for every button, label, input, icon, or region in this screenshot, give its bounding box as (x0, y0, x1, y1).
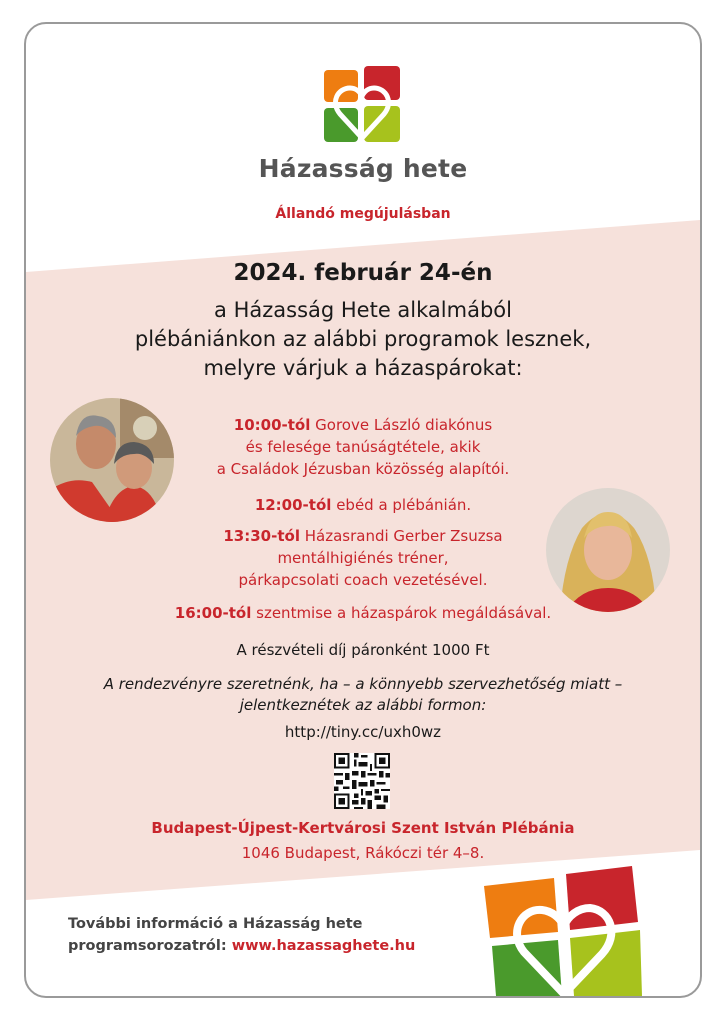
footer-line: programsorozatról: (68, 938, 232, 954)
note-line: A rendezvényre szeretnénk, ha – a könnyebb szervezhetőség miatt – (103, 675, 623, 693)
intro-line: a Házasság Hete alkalmából (214, 298, 512, 322)
brand-name: Házasság hete (258, 154, 468, 183)
footer-info (68, 913, 415, 957)
note-line: jelentkeznétek az alábbi formon: (239, 696, 487, 714)
registration-link[interactable]: http://tiny.cc/uxh0wz (284, 723, 442, 741)
program-text: és felesége tanúságtétele, akik (245, 438, 481, 456)
program-text: szentmise a házaspárok megáldásával. (256, 604, 552, 622)
program-time: 16:00-tól (174, 604, 252, 622)
registration-note (26, 674, 700, 716)
poster-frame (24, 22, 702, 998)
brand-tagline: Állandó megújulásban (275, 206, 451, 222)
program-item (26, 525, 700, 591)
program-time: 13:30-tól (223, 527, 300, 545)
program-text: mentálhigiénés tréner, (277, 549, 449, 567)
event-intro (26, 296, 700, 383)
footer-line: További információ a Házasság hete (68, 916, 363, 932)
event-date: 2024. február 24-én (233, 260, 493, 286)
participation-fee: A részvételi díj páronként 1000 Ft (236, 641, 490, 659)
program-text: párkapcsolati coach vezetésével. (238, 571, 488, 589)
heart-logo-icon (322, 66, 402, 144)
intro-line: melyre várjuk a házaspárokat: (203, 356, 523, 380)
program-time: 10:00-tól (233, 416, 311, 434)
program-item (26, 414, 700, 480)
program-text: Házasrandi Gerber Zsuzsa (304, 527, 503, 545)
program-text: Gorove László diakónus (315, 416, 493, 434)
intro-line: plébániánkon az alábbi programok lesznek, (134, 327, 592, 351)
program-item (26, 602, 700, 624)
heart-logo-large-icon (482, 866, 642, 996)
program-text: a Családok Jézusban közösség alapítói. (216, 460, 510, 478)
parish-name: Budapest-Újpest-Kertvárosi Szent István Plébánia (151, 819, 575, 837)
qr-code-icon[interactable] (334, 753, 390, 809)
website-link[interactable]: www.hazassaghete.hu (231, 938, 416, 954)
program-text: ebéd a plébánián. (336, 496, 472, 514)
parish-address: 1046 Budapest, Rákóczi tér 4–8. (241, 844, 485, 862)
program-item (26, 494, 700, 516)
program-time: 12:00-tól (254, 496, 332, 514)
